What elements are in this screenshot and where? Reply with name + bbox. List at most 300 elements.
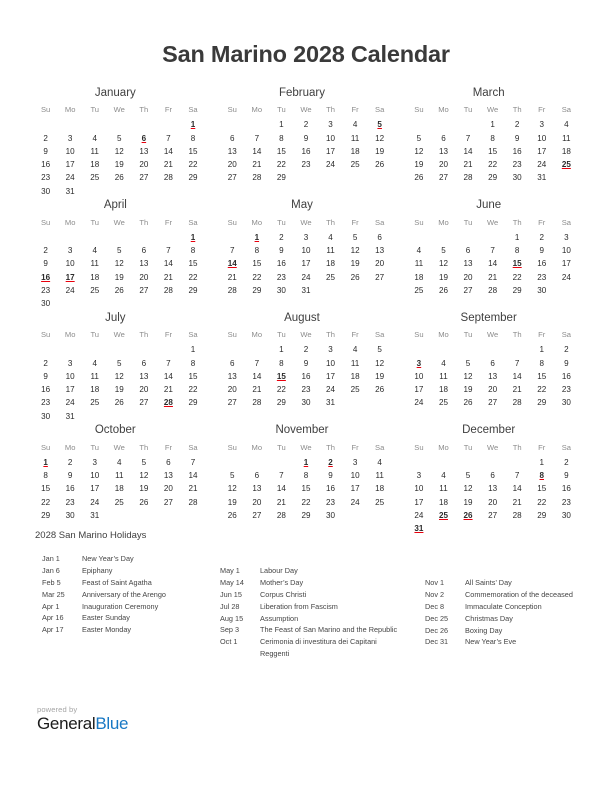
day-cell[interactable]: 8 bbox=[303, 471, 309, 481]
day-cell[interactable]: 13 bbox=[463, 259, 473, 269]
day-cell[interactable]: 11 bbox=[439, 371, 448, 381]
day-cell[interactable]: 28 bbox=[163, 173, 173, 183]
day-cell[interactable]: 11 bbox=[375, 471, 384, 481]
day-cell[interactable]: 29 bbox=[41, 510, 51, 520]
day-cell[interactable]: 17 bbox=[65, 160, 75, 170]
day-cell[interactable]: 2 bbox=[43, 133, 48, 143]
day-cell[interactable]: 23 bbox=[561, 385, 571, 395]
day-cell[interactable]: 30 bbox=[41, 186, 51, 196]
day-cell[interactable]: 31 bbox=[301, 285, 311, 295]
day-cell[interactable]: 28 bbox=[252, 173, 262, 183]
day-cell[interactable]: 22 bbox=[512, 272, 522, 282]
day-cell[interactable]: 19 bbox=[375, 146, 385, 156]
day-cell[interactable]: 18 bbox=[350, 371, 360, 381]
day-cell[interactable]: 28 bbox=[512, 398, 522, 408]
day-cell-holiday[interactable]: 26 bbox=[463, 510, 473, 520]
day-cell[interactable]: 23 bbox=[41, 285, 51, 295]
day-cell[interactable]: 19 bbox=[463, 385, 473, 395]
day-cell[interactable]: 6 bbox=[141, 358, 147, 368]
day-cell[interactable]: 24 bbox=[65, 173, 75, 183]
day-cell[interactable]: 15 bbox=[188, 371, 198, 381]
day-cell[interactable]: 4 bbox=[564, 120, 569, 130]
day-cell[interactable]: 5 bbox=[465, 358, 471, 368]
day-cell[interactable]: 29 bbox=[188, 173, 198, 183]
day-cell[interactable]: 10 bbox=[414, 371, 424, 381]
day-cell[interactable]: 31 bbox=[65, 186, 75, 196]
day-cell[interactable]: 21 bbox=[276, 497, 286, 507]
day-cell[interactable]: 2 bbox=[564, 457, 569, 467]
day-cell[interactable]: 19 bbox=[350, 259, 360, 269]
day-cell[interactable]: 4 bbox=[416, 246, 422, 256]
day-cell[interactable]: 11 bbox=[90, 146, 99, 156]
day-cell[interactable]: 12 bbox=[438, 259, 448, 269]
day-cell[interactable]: 8 bbox=[279, 358, 284, 368]
day-cell[interactable]: 12 bbox=[114, 259, 124, 269]
day-cell-holiday[interactable]: 1 bbox=[254, 232, 260, 242]
day-cell[interactable]: 16 bbox=[301, 146, 311, 156]
day-cell[interactable]: 16 bbox=[276, 259, 286, 269]
day-cell[interactable]: 27 bbox=[139, 173, 149, 183]
day-cell[interactable]: 26 bbox=[114, 285, 124, 295]
day-cell[interactable]: 18 bbox=[350, 146, 360, 156]
day-cell[interactable]: 29 bbox=[301, 510, 311, 520]
day-cell[interactable]: 3 bbox=[539, 120, 544, 130]
day-cell[interactable]: 24 bbox=[65, 285, 75, 295]
day-cell[interactable]: 19 bbox=[227, 497, 237, 507]
day-cell[interactable]: 26 bbox=[438, 285, 448, 295]
day-cell[interactable]: 12 bbox=[463, 371, 473, 381]
day-cell[interactable]: 17 bbox=[90, 484, 100, 494]
day-cell[interactable]: 21 bbox=[188, 484, 198, 494]
day-cell-holiday[interactable]: 1 bbox=[303, 457, 309, 467]
day-cell[interactable]: 27 bbox=[139, 285, 149, 295]
day-cell[interactable]: 24 bbox=[326, 385, 336, 395]
day-cell[interactable]: 11 bbox=[326, 246, 335, 256]
day-cell[interactable]: 25 bbox=[438, 398, 448, 408]
day-cell[interactable]: 21 bbox=[163, 272, 173, 282]
day-cell[interactable]: 22 bbox=[488, 160, 498, 170]
day-cell-holiday[interactable]: 31 bbox=[414, 524, 424, 534]
day-cell[interactable]: 29 bbox=[252, 285, 262, 295]
day-cell[interactable]: 22 bbox=[276, 385, 286, 395]
day-cell[interactable]: 23 bbox=[512, 160, 522, 170]
day-cell[interactable]: 11 bbox=[562, 133, 571, 143]
day-cell[interactable]: 6 bbox=[230, 358, 235, 368]
day-cell[interactable]: 25 bbox=[375, 497, 385, 507]
day-cell[interactable]: 19 bbox=[139, 484, 149, 494]
day-cell[interactable]: 14 bbox=[163, 259, 173, 269]
day-cell[interactable]: 3 bbox=[92, 457, 97, 467]
day-cell[interactable]: 18 bbox=[90, 385, 100, 395]
day-cell[interactable]: 28 bbox=[463, 173, 473, 183]
day-cell[interactable]: 16 bbox=[41, 385, 51, 395]
day-cell[interactable]: 22 bbox=[188, 272, 198, 282]
day-cell[interactable]: 29 bbox=[188, 285, 198, 295]
day-cell[interactable]: 29 bbox=[276, 173, 286, 183]
day-cell[interactable]: 25 bbox=[350, 160, 360, 170]
day-cell[interactable]: 27 bbox=[488, 398, 498, 408]
day-cell[interactable]: 6 bbox=[490, 358, 495, 368]
day-cell[interactable]: 23 bbox=[301, 160, 311, 170]
day-cell[interactable]: 24 bbox=[65, 398, 75, 408]
day-cell[interactable]: 22 bbox=[301, 497, 311, 507]
day-cell[interactable]: 29 bbox=[488, 173, 498, 183]
day-cell[interactable]: 30 bbox=[276, 285, 286, 295]
day-cell[interactable]: 4 bbox=[352, 120, 358, 130]
day-cell[interactable]: 16 bbox=[65, 484, 75, 494]
day-cell[interactable]: 18 bbox=[438, 497, 448, 507]
day-cell[interactable]: 28 bbox=[512, 510, 522, 520]
day-cell[interactable]: 11 bbox=[90, 371, 99, 381]
day-cell[interactable]: 1 bbox=[190, 345, 196, 355]
day-cell[interactable]: 20 bbox=[139, 272, 149, 282]
day-cell[interactable]: 5 bbox=[117, 133, 122, 143]
day-cell-holiday[interactable]: 15 bbox=[512, 259, 522, 269]
day-cell[interactable]: 30 bbox=[561, 510, 571, 520]
day-cell[interactable]: 16 bbox=[561, 484, 571, 494]
day-cell[interactable]: 3 bbox=[352, 457, 358, 467]
day-cell[interactable]: 27 bbox=[488, 510, 498, 520]
day-cell[interactable]: 30 bbox=[41, 299, 51, 309]
day-cell[interactable]: 4 bbox=[352, 345, 358, 355]
day-cell[interactable]: 7 bbox=[166, 246, 171, 256]
day-cell-holiday[interactable]: 6 bbox=[141, 133, 147, 143]
day-cell[interactable]: 12 bbox=[114, 371, 124, 381]
day-cell[interactable]: 6 bbox=[254, 471, 260, 481]
day-cell[interactable]: 22 bbox=[188, 385, 198, 395]
day-cell[interactable]: 14 bbox=[163, 146, 173, 156]
day-cell[interactable]: 18 bbox=[90, 272, 100, 282]
day-cell[interactable]: 2 bbox=[303, 345, 309, 355]
day-cell[interactable]: 23 bbox=[276, 272, 286, 282]
day-cell[interactable]: 9 bbox=[43, 259, 48, 269]
day-cell[interactable]: 21 bbox=[252, 160, 262, 170]
day-cell[interactable]: 7 bbox=[465, 133, 471, 143]
day-cell[interactable]: 20 bbox=[375, 259, 385, 269]
day-cell[interactable]: 13 bbox=[375, 246, 385, 256]
day-cell[interactable]: 19 bbox=[375, 371, 385, 381]
day-cell[interactable]: 30 bbox=[41, 411, 51, 421]
day-cell[interactable]: 8 bbox=[539, 358, 544, 368]
day-cell[interactable]: 17 bbox=[350, 484, 360, 494]
day-cell[interactable]: 22 bbox=[276, 160, 286, 170]
day-cell[interactable]: 5 bbox=[352, 232, 358, 242]
day-cell[interactable]: 1 bbox=[279, 120, 284, 130]
day-cell[interactable]: 13 bbox=[488, 484, 498, 494]
day-cell[interactable]: 5 bbox=[377, 345, 382, 355]
day-cell[interactable]: 28 bbox=[163, 285, 173, 295]
day-cell[interactable]: 6 bbox=[490, 471, 495, 481]
day-cell[interactable]: 30 bbox=[301, 398, 311, 408]
day-cell[interactable]: 5 bbox=[117, 358, 122, 368]
day-cell[interactable]: 3 bbox=[303, 232, 309, 242]
day-cell[interactable]: 13 bbox=[227, 146, 237, 156]
day-cell[interactable]: 4 bbox=[92, 133, 97, 143]
day-cell[interactable]: 12 bbox=[375, 358, 385, 368]
day-cell-holiday[interactable]: 1 bbox=[43, 457, 48, 467]
day-cell[interactable]: 19 bbox=[114, 385, 124, 395]
day-cell[interactable]: 6 bbox=[141, 246, 147, 256]
day-cell[interactable]: 17 bbox=[301, 259, 311, 269]
day-cell[interactable]: 17 bbox=[65, 385, 75, 395]
day-cell[interactable]: 15 bbox=[276, 146, 286, 156]
day-cell[interactable]: 20 bbox=[488, 497, 498, 507]
day-cell[interactable]: 23 bbox=[537, 272, 547, 282]
day-cell[interactable]: 14 bbox=[252, 371, 262, 381]
day-cell[interactable]: 5 bbox=[441, 246, 446, 256]
day-cell[interactable]: 27 bbox=[252, 510, 262, 520]
day-cell[interactable]: 6 bbox=[377, 232, 382, 242]
day-cell[interactable]: 20 bbox=[139, 160, 149, 170]
day-cell[interactable]: 23 bbox=[326, 497, 336, 507]
day-cell[interactable]: 15 bbox=[252, 259, 262, 269]
day-cell[interactable]: 15 bbox=[188, 259, 198, 269]
day-cell[interactable]: 9 bbox=[564, 358, 569, 368]
day-cell[interactable]: 12 bbox=[414, 146, 424, 156]
day-cell[interactable]: 14 bbox=[463, 146, 473, 156]
day-cell-holiday[interactable]: 17 bbox=[65, 272, 75, 282]
day-cell[interactable]: 8 bbox=[490, 133, 495, 143]
day-cell[interactable]: 3 bbox=[67, 246, 73, 256]
day-cell[interactable]: 16 bbox=[537, 259, 547, 269]
day-cell[interactable]: 2 bbox=[564, 345, 569, 355]
day-cell[interactable]: 11 bbox=[90, 259, 99, 269]
day-cell[interactable]: 18 bbox=[326, 259, 336, 269]
day-cell[interactable]: 26 bbox=[375, 160, 385, 170]
day-cell[interactable]: 14 bbox=[512, 484, 522, 494]
day-cell[interactable]: 22 bbox=[252, 272, 262, 282]
day-cell[interactable]: 9 bbox=[43, 146, 48, 156]
day-cell[interactable]: 20 bbox=[252, 497, 262, 507]
day-cell-holiday[interactable]: 28 bbox=[163, 398, 173, 408]
day-cell[interactable]: 22 bbox=[41, 497, 51, 507]
day-cell[interactable]: 25 bbox=[114, 497, 124, 507]
day-cell-holiday[interactable]: 25 bbox=[561, 160, 571, 170]
day-cell[interactable]: 15 bbox=[301, 484, 311, 494]
day-cell[interactable]: 9 bbox=[43, 371, 48, 381]
day-cell[interactable]: 28 bbox=[227, 285, 237, 295]
day-cell[interactable]: 26 bbox=[375, 385, 385, 395]
day-cell[interactable]: 9 bbox=[303, 133, 309, 143]
day-cell[interactable]: 13 bbox=[139, 146, 149, 156]
day-cell[interactable]: 3 bbox=[564, 232, 569, 242]
day-cell[interactable]: 9 bbox=[303, 358, 309, 368]
day-cell[interactable]: 14 bbox=[188, 471, 198, 481]
day-cell[interactable]: 7 bbox=[514, 471, 520, 481]
day-cell[interactable]: 1 bbox=[539, 457, 544, 467]
day-cell[interactable]: 4 bbox=[377, 457, 382, 467]
day-cell[interactable]: 22 bbox=[537, 385, 547, 395]
day-cell[interactable]: 15 bbox=[488, 146, 498, 156]
day-cell-holiday[interactable]: 2 bbox=[328, 457, 333, 467]
day-cell[interactable]: 7 bbox=[166, 358, 171, 368]
day-cell[interactable]: 16 bbox=[512, 146, 522, 156]
day-cell[interactable]: 7 bbox=[490, 246, 495, 256]
day-cell[interactable]: 26 bbox=[114, 398, 124, 408]
day-cell[interactable]: 15 bbox=[537, 484, 547, 494]
day-cell[interactable]: 23 bbox=[41, 173, 51, 183]
day-cell[interactable]: 17 bbox=[326, 146, 336, 156]
day-cell[interactable]: 10 bbox=[561, 246, 571, 256]
day-cell[interactable]: 8 bbox=[190, 246, 196, 256]
day-cell[interactable]: 25 bbox=[90, 398, 100, 408]
day-cell[interactable]: 27 bbox=[227, 398, 237, 408]
day-cell[interactable]: 12 bbox=[350, 246, 360, 256]
day-cell[interactable]: 3 bbox=[328, 120, 333, 130]
day-cell[interactable]: 24 bbox=[90, 497, 100, 507]
day-cell[interactable]: 24 bbox=[537, 160, 547, 170]
day-cell[interactable]: 4 bbox=[441, 471, 446, 481]
day-cell[interactable]: 10 bbox=[326, 133, 336, 143]
day-cell[interactable]: 12 bbox=[375, 133, 385, 143]
day-cell-holiday[interactable]: 8 bbox=[539, 471, 544, 481]
day-cell[interactable]: 20 bbox=[438, 160, 448, 170]
day-cell[interactable]: 2 bbox=[43, 246, 48, 256]
day-cell[interactable]: 20 bbox=[488, 385, 498, 395]
day-cell[interactable]: 10 bbox=[414, 484, 424, 494]
day-cell[interactable]: 14 bbox=[512, 371, 522, 381]
day-cell[interactable]: 23 bbox=[41, 398, 51, 408]
day-cell[interactable]: 21 bbox=[488, 272, 498, 282]
day-cell[interactable]: 7 bbox=[514, 358, 520, 368]
day-cell[interactable]: 30 bbox=[512, 173, 522, 183]
day-cell[interactable]: 23 bbox=[301, 385, 311, 395]
day-cell[interactable]: 29 bbox=[512, 285, 522, 295]
day-cell[interactable]: 13 bbox=[139, 371, 149, 381]
day-cell[interactable]: 4 bbox=[441, 358, 446, 368]
day-cell[interactable]: 26 bbox=[414, 173, 424, 183]
day-cell[interactable]: 11 bbox=[439, 484, 448, 494]
day-cell[interactable]: 9 bbox=[564, 471, 569, 481]
day-cell[interactable]: 25 bbox=[414, 285, 424, 295]
day-cell[interactable]: 10 bbox=[350, 471, 360, 481]
day-cell[interactable]: 26 bbox=[463, 398, 473, 408]
day-cell[interactable]: 14 bbox=[252, 146, 262, 156]
day-cell-holiday[interactable]: 1 bbox=[190, 120, 196, 130]
day-cell[interactable]: 18 bbox=[414, 272, 424, 282]
day-cell[interactable]: 19 bbox=[114, 272, 124, 282]
day-cell[interactable]: 6 bbox=[166, 457, 171, 467]
day-cell[interactable]: 11 bbox=[350, 133, 360, 143]
day-cell[interactable]: 17 bbox=[414, 497, 424, 507]
day-cell[interactable]: 17 bbox=[326, 371, 336, 381]
day-cell[interactable]: 1 bbox=[279, 345, 284, 355]
day-cell[interactable]: 30 bbox=[561, 398, 571, 408]
day-cell[interactable]: 4 bbox=[92, 358, 97, 368]
day-cell[interactable]: 17 bbox=[414, 385, 424, 395]
day-cell[interactable]: 27 bbox=[227, 173, 237, 183]
day-cell[interactable]: 30 bbox=[65, 510, 75, 520]
day-cell[interactable]: 7 bbox=[166, 133, 171, 143]
day-cell[interactable]: 19 bbox=[114, 160, 124, 170]
day-cell[interactable]: 17 bbox=[561, 259, 571, 269]
day-cell[interactable]: 10 bbox=[65, 259, 75, 269]
day-cell[interactable]: 8 bbox=[514, 246, 520, 256]
day-cell-holiday[interactable]: 16 bbox=[41, 272, 51, 282]
day-cell[interactable]: 29 bbox=[537, 510, 547, 520]
day-cell[interactable]: 21 bbox=[512, 385, 522, 395]
day-cell[interactable]: 5 bbox=[465, 471, 471, 481]
day-cell[interactable]: 14 bbox=[488, 259, 498, 269]
day-cell[interactable]: 10 bbox=[65, 146, 75, 156]
day-cell[interactable]: 28 bbox=[488, 285, 498, 295]
day-cell[interactable]: 3 bbox=[67, 133, 73, 143]
day-cell[interactable]: 10 bbox=[537, 133, 547, 143]
day-cell[interactable]: 31 bbox=[65, 411, 75, 421]
day-cell[interactable]: 15 bbox=[41, 484, 51, 494]
day-cell-holiday[interactable]: 15 bbox=[276, 371, 286, 381]
day-cell[interactable]: 18 bbox=[375, 484, 385, 494]
day-cell-holiday[interactable]: 25 bbox=[438, 510, 448, 520]
day-cell[interactable]: 8 bbox=[190, 133, 196, 143]
day-cell[interactable]: 23 bbox=[65, 497, 75, 507]
day-cell[interactable]: 19 bbox=[438, 272, 448, 282]
day-cell[interactable]: 5 bbox=[230, 471, 235, 481]
day-cell[interactable]: 31 bbox=[326, 398, 336, 408]
day-cell-holiday[interactable]: 3 bbox=[416, 358, 422, 368]
day-cell[interactable]: 5 bbox=[141, 457, 147, 467]
day-cell[interactable]: 31 bbox=[90, 510, 100, 520]
day-cell[interactable]: 24 bbox=[414, 510, 424, 520]
day-cell[interactable]: 27 bbox=[139, 398, 149, 408]
day-cell[interactable]: 16 bbox=[326, 484, 336, 494]
day-cell[interactable]: 2 bbox=[43, 358, 48, 368]
day-cell[interactable]: 2 bbox=[539, 232, 544, 242]
day-cell[interactable]: 20 bbox=[227, 160, 237, 170]
day-cell[interactable]: 29 bbox=[276, 398, 286, 408]
day-cell[interactable]: 10 bbox=[301, 246, 311, 256]
day-cell[interactable]: 12 bbox=[139, 471, 149, 481]
day-cell[interactable]: 18 bbox=[438, 385, 448, 395]
day-cell[interactable]: 24 bbox=[326, 160, 336, 170]
day-cell[interactable]: 13 bbox=[488, 371, 498, 381]
day-cell[interactable]: 9 bbox=[67, 471, 73, 481]
day-cell[interactable]: 21 bbox=[163, 385, 173, 395]
day-cell[interactable]: 18 bbox=[90, 160, 100, 170]
day-cell[interactable]: 2 bbox=[67, 457, 73, 467]
day-cell[interactable]: 28 bbox=[252, 398, 262, 408]
day-cell[interactable]: 24 bbox=[414, 398, 424, 408]
day-cell[interactable]: 25 bbox=[326, 272, 336, 282]
day-cell[interactable]: 14 bbox=[276, 484, 286, 494]
day-cell[interactable]: 28 bbox=[188, 497, 198, 507]
day-cell[interactable]: 13 bbox=[252, 484, 262, 494]
day-cell[interactable]: 1 bbox=[539, 345, 544, 355]
day-cell[interactable]: 6 bbox=[465, 246, 471, 256]
day-cell[interactable]: 27 bbox=[438, 173, 448, 183]
day-cell[interactable]: 8 bbox=[254, 246, 260, 256]
day-cell[interactable]: 3 bbox=[328, 345, 333, 355]
day-cell[interactable]: 21 bbox=[227, 272, 237, 282]
day-cell[interactable]: 7 bbox=[230, 246, 235, 256]
day-cell[interactable]: 26 bbox=[139, 497, 149, 507]
day-cell[interactable]: 2 bbox=[303, 120, 309, 130]
day-cell[interactable]: 11 bbox=[115, 471, 124, 481]
day-cell[interactable]: 20 bbox=[163, 484, 173, 494]
day-cell[interactable]: 26 bbox=[114, 173, 124, 183]
day-cell[interactable]: 24 bbox=[350, 497, 360, 507]
day-cell[interactable]: 1 bbox=[490, 120, 495, 130]
day-cell[interactable]: 22 bbox=[188, 160, 198, 170]
day-cell[interactable]: 18 bbox=[114, 484, 124, 494]
day-cell[interactable]: 12 bbox=[227, 484, 237, 494]
day-cell[interactable]: 25 bbox=[350, 385, 360, 395]
day-cell[interactable]: 21 bbox=[463, 160, 473, 170]
day-cell[interactable]: 3 bbox=[67, 358, 73, 368]
day-cell[interactable]: 18 bbox=[561, 146, 571, 156]
day-cell[interactable]: 27 bbox=[375, 272, 385, 282]
day-cell[interactable]: 26 bbox=[350, 272, 360, 282]
